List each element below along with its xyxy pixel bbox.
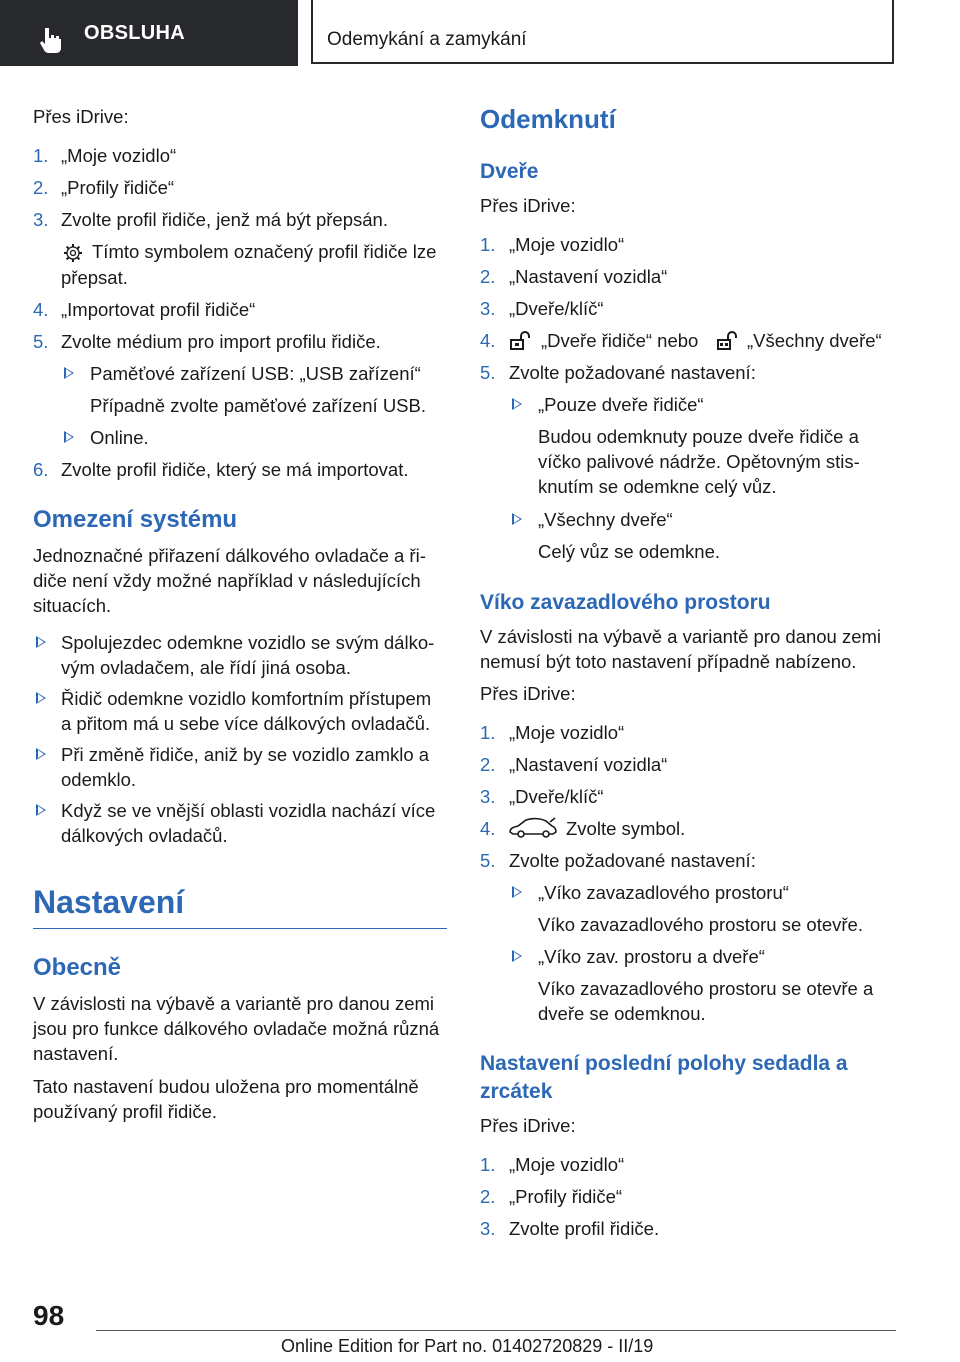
step-number: 1. [33,145,49,166]
intro-text: Přes iDrive: [480,683,576,704]
step-text: „Profily řidiče“ [61,177,175,198]
paragraph-line: používaný profil řidiče. [33,1101,218,1122]
step-text: „Všechny dveře“ [747,330,882,351]
step-number: 2. [480,266,496,287]
step-number: 5. [480,850,496,871]
subsection-heading: Víko zavazadlového prostoru [480,591,771,614]
sub-item: „Víko zav. prostoru a dveře“ [538,946,765,967]
step-number: 3. [480,1218,496,1239]
paragraph-line: V závislosti na výbavě a variantě pro danou zemi [33,993,435,1014]
step-text: „Profily řidiče“ [509,1186,623,1207]
chapter-title-box [311,0,894,64]
sub-item-detail: Celý vůz se odemkne. [538,541,721,562]
sub-item: Paměťové zařízení USB: „USB zařízení“ [90,363,421,384]
bullet-text: vým ovladačem, ale řídí jiná osoba. [61,657,351,678]
note-text: Tímto symbolem označený profil řidiče lze [92,241,437,262]
step-text: Zvolte požadované nastavení: [509,362,756,383]
bullet-triangle-icon [36,636,46,648]
section-label: OBSLUHA [84,22,185,44]
paragraph-line: jsou pro funkce dálkového ovladače možná různá [33,1018,440,1039]
sub-item-detail: knutím se odemkne celý vůz. [538,476,777,497]
subsection-heading: Dveře [480,160,539,183]
step-text: Zvolte profil řidiče, který se má importovat. [61,459,409,480]
step-number: 1. [480,1154,496,1175]
step-text: „Moje vozidlo“ [509,1154,625,1175]
step-number: 4. [480,330,496,351]
bullet-text: odemklo. [61,769,137,790]
step-text: Zvolte médium pro import profilu řidiče. [61,331,381,352]
chapter-heading: Nastavení [33,884,185,920]
step-text: „Dveře/klíč“ [509,786,604,807]
bullet-triangle-icon [512,513,522,525]
footer-edition: Online Edition for Part no. 01402720829 - II/19 [281,1336,654,1356]
step-text: Zvolte symbol. [566,818,686,839]
bullet-text: Řidič odemkne vozidlo komfortním přístupem [61,688,432,709]
step-number: 3. [480,786,496,807]
bullet-text: Při změně řidiče, aniž by se vozidlo zamklo a [61,744,430,765]
note-text: přepsat. [61,267,128,288]
paragraph-line: nastavení. [33,1043,119,1064]
step-text: „Importovat profil řidiče“ [61,299,256,320]
sub-item: „Všechny dveře“ [538,509,673,530]
bullet-triangle-icon [64,367,74,379]
step-text: Zvolte požadované nastavení: [509,850,756,871]
step-text: „Dveře/klíč“ [509,298,604,319]
sub-item-detail: Případně zvolte paměťové zařízení USB. [90,395,426,416]
paragraph-line: V závislosti na výbavě a variantě pro danou zemi [480,626,882,647]
subsection-heading: Nastavení poslední polohy sedadla a [480,1052,848,1075]
step-number: 4. [480,818,496,839]
step-number: 6. [33,459,49,480]
sub-item: Online. [90,427,149,448]
subsection-heading: zrcátek [480,1080,553,1103]
section-heading: Obecně [33,954,122,981]
step-text: „Moje vozidlo“ [509,234,625,255]
page-number: 98 [33,1300,65,1331]
intro-text: Přes iDrive: [480,1115,576,1136]
paragraph-line: nemusí být toto nastavení případně nabízeno. [480,651,857,672]
section-heading: Omezení systému [33,506,238,533]
unlock-driver-door-icon [509,331,531,351]
bullet-triangle-icon [512,398,522,410]
bullet-triangle-icon [512,886,522,898]
page-header [0,0,960,66]
intro-text: Přes iDrive: [480,195,576,216]
car-trunk-icon [508,816,558,840]
sub-item: „Víko zavazadlového prostoru“ [538,882,789,903]
step-number: 5. [480,362,496,383]
step-number: 2. [480,754,496,775]
bullet-text: Když se ve vnější oblasti vozidla nachází více [61,800,436,821]
sub-item-detail: Budou odemknuty pouze dveře řidiče a [538,426,859,447]
sub-item-detail: Víko zavazadlového prostoru se otevře a [538,978,874,999]
gear-icon [62,242,84,264]
step-text: „Nastavení vozidla“ [509,266,668,287]
hand-pointer-icon [38,26,64,54]
paragraph-line: situacích. [33,595,112,616]
bullet-triangle-icon [512,950,522,962]
step-number: 4. [33,299,49,320]
step-text: „Moje vozidlo“ [509,722,625,743]
step-text: Zvolte profil řidiče, jenž má být přepsán. [61,209,388,230]
section-heading: Odemknutí [480,104,616,134]
bullet-triangle-icon [36,692,46,704]
step-number: 2. [33,177,49,198]
sub-item-detail: Víko zavazadlového prostoru se otevře. [538,914,863,935]
step-text: „Dveře řidiče“ nebo [541,330,699,351]
bullet-triangle-icon [36,804,46,816]
bullet-triangle-icon [64,431,74,443]
step-number: 1. [480,234,496,255]
step-text: „Moje vozidlo“ [61,145,177,166]
footer-rule [96,1330,896,1331]
section-tab [0,0,298,66]
bullet-text: dálkových ovladačů. [61,825,228,846]
step-text: „Nastavení vozidla“ [509,754,668,775]
sub-item: „Pouze dveře řidiče“ [538,394,704,415]
step-number: 1. [480,722,496,743]
chapter-title: Odemykání a zamykání [327,29,527,50]
heading-rule [33,928,447,929]
step-number: 3. [480,298,496,319]
step-number: 3. [33,209,49,230]
step-number: 2. [480,1186,496,1207]
bullet-text: Spolujezdec odemkne vozidlo se svým dálko- [61,632,435,653]
step-number: 5. [33,331,49,352]
paragraph-line: diče není vždy možné například v následujících [33,570,421,591]
step-text: Zvolte profil řidiče. [509,1218,660,1239]
paragraph-line: Jednoznačné přiřazení dálkového ovladače a ři- [33,545,426,566]
bullet-text: a přitom má u sebe více dálkových ovladačů. [61,713,431,734]
paragraph-line: Tato nastavení budou uložena pro momentálně [33,1076,419,1097]
unlock-all-doors-icon [716,331,738,351]
intro-text: Přes iDrive: [33,106,129,127]
bullet-triangle-icon [36,748,46,760]
sub-item-detail: víčko palivové nádrže. Opětovným stis- [538,451,860,472]
sub-item-detail: dveře se odemknou. [538,1003,706,1024]
